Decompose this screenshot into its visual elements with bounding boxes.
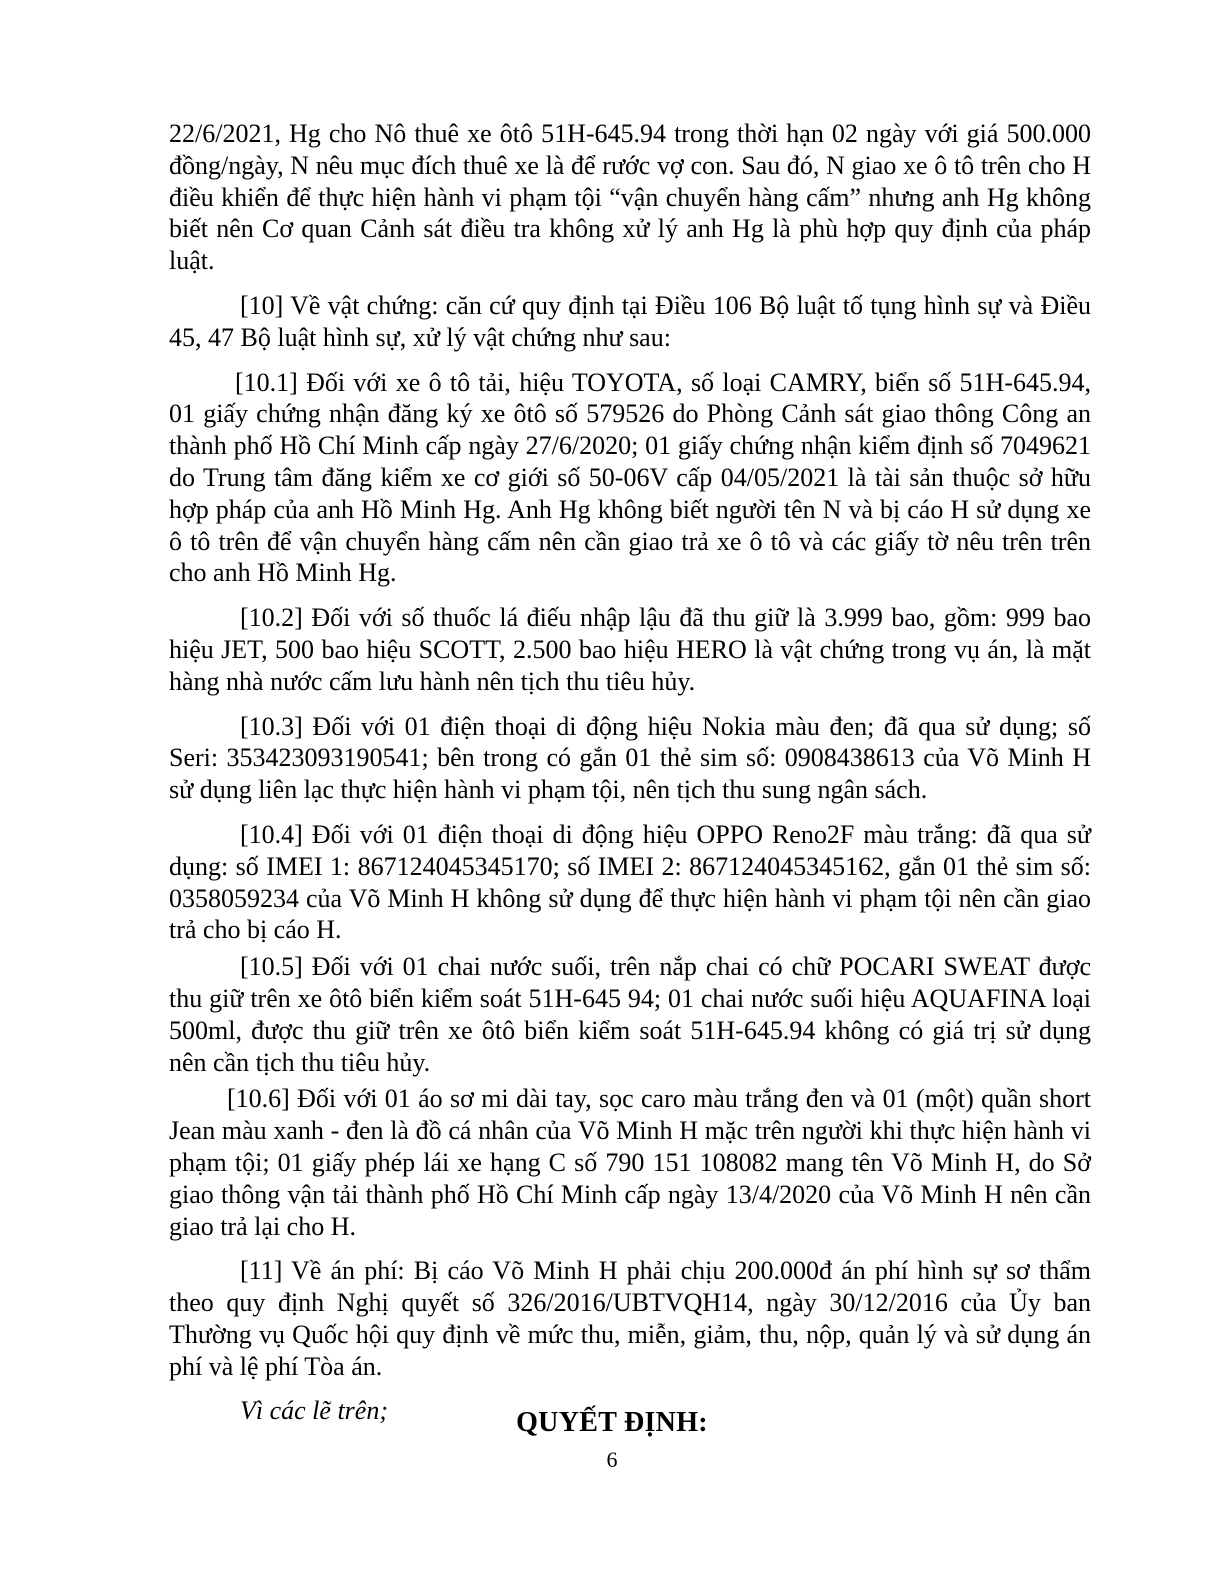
- paragraph-intro-continuation: 22/6/2021, Hg cho Nô thuê xe ôtô 51H-645.94 trong thời hạn 02 ngày với giá 500.000 đồng/ngày, N nêu mục đích thuê xe là để rước vợ con. Sau đó, N giao xe ô tô trên cho H điều khiển để thực hiện hành vi phạm tội “vận chuyển hàng cấm” nhưng anh Hg không biết nên Cơ quan Cảnh sát điều tra không xử lý anh Hg là phù hợp quy định của pháp luật.: [169, 119, 1091, 276]
- page-number: 6: [606, 1447, 618, 1472]
- paragraph-10-2-cigarettes: [10.2] Đối với số thuốc lá điếu nhập lậu đã thu giữ là 3.999 bao, gồm: 999 bao hiệu JET, 500 bao hiệu SCOTT, 2.500 bao hiệu HERO là vật chứng trong vụ án, là mặt hàng nhà nước cấm lưu hành nên tịch thu tiêu hủy.: [169, 603, 1091, 696]
- document-body: [169, 118, 1091, 1440]
- paragraph-10-6-personal-items: [10.6] Đối với 01 áo sơ mi dài tay, sọc caro màu trắng đen và 01 (một) quần short Jean màu xanh - đen là đồ cá nhân của Võ Minh H mặc trên người khi thực hiện hành vi phạm tội; 01 giấy phép lái xe hạng C số 790 151 108082 mang tên Võ Minh H, do Sở giao thông vận tải thành phố Hồ Chí Minh cấp ngày 13/4/2020 của Võ Minh H nên cần giao trả lại cho H.: [169, 1084, 1091, 1241]
- paragraph-10-evidence: [10] Về vật chứng: căn cứ quy định tại Điều 106 Bộ luật tố tụng hình sự và Điều 45, 47 Bộ luật hình sự, xử lý vật chứng như sau:: [169, 290, 1091, 352]
- paragraph-10-1-vehicle: [10.1] Đối với xe ô tô tải, hiệu TOYOTA, số loại CAMRY, biển số 51H-645.94, 01 giấy chứng nhận đăng ký xe ôtô số 579526 do Phòng Cảnh sát giao thông Công an thành phố Hồ Chí Minh cấp ngày 27/6/2020; 01 giấy chứng nhận kiểm định số 7049621 do Trung tâm đăng kiểm xe cơ giới số 50-06V cấp 04/05/2021 là tài sản thuộc sở hữu hợp pháp của anh Hồ Minh Hg. Anh Hg không biết người tên N và bị cáo H sử dụng xe ô tô trên để vận chuyển hàng cấm nên cần giao trả xe ô tô và các giấy tờ nêu trên trên cho anh Hồ Minh Hg.: [169, 367, 1091, 588]
- paragraph-11-court-fees: [11] Về án phí: Bị cáo Võ Minh H phải chịu 200.000đ án phí hình sự sơ thẩm theo quy định Nghị quyết số 326/2016/UBTVQH14, ngày 30/12/2016 của Ủy ban Thường vụ Quốc hội quy định về mức thu, miễn, giảm, thu, nộp, quản lý và sử dụng án phí và lệ phí Tòa án.: [169, 1256, 1091, 1381]
- closing-phrase: Vì các lẽ trên;: [240, 1396, 388, 1426]
- paragraph-10-4-oppo-phone: [10.4] Đối với 01 điện thoại di động hiệu OPPO Reno2F màu trắng: đã qua sử dụng: số IMEI 1: 867124045345170; số IMEI 2: 867124045345162, gắn 01 thẻ sim số: 0358059234 của Võ Minh H không sử dụng để thực hiện hành vi phạm tội nên cần giao trả cho bị cáo H.: [169, 819, 1091, 945]
- paragraph-10-5-water-bottles: [10.5] Đối với 01 chai nước suối, trên nắp chai có chữ POCARI SWEAT được thu giữ trên xe ôtô biển kiểm soát 51H-645 94; 01 chai nước suối hiệu AQUAFINA loại 500ml, được thu giữ trên xe ôtô biển kiểm soát 51H-645.94 không có giá trị sử dụng nên cần tịch thu tiêu hủy.: [169, 952, 1091, 1077]
- decision-heading: QUYẾT ĐỊNH:: [516, 1407, 708, 1438]
- paragraph-10-3-nokia-phone: [10.3] Đối với 01 điện thoại di động hiệu Nokia màu đen; đã qua sử dụng; số Seri: 353423093190541; bên trong có gắn 01 thẻ sim số: 0908438613 của Võ Minh H sử dụng liên lạc thực hiện hành vi phạm tội, nên tịch thu sung ngân sách.: [169, 711, 1091, 805]
